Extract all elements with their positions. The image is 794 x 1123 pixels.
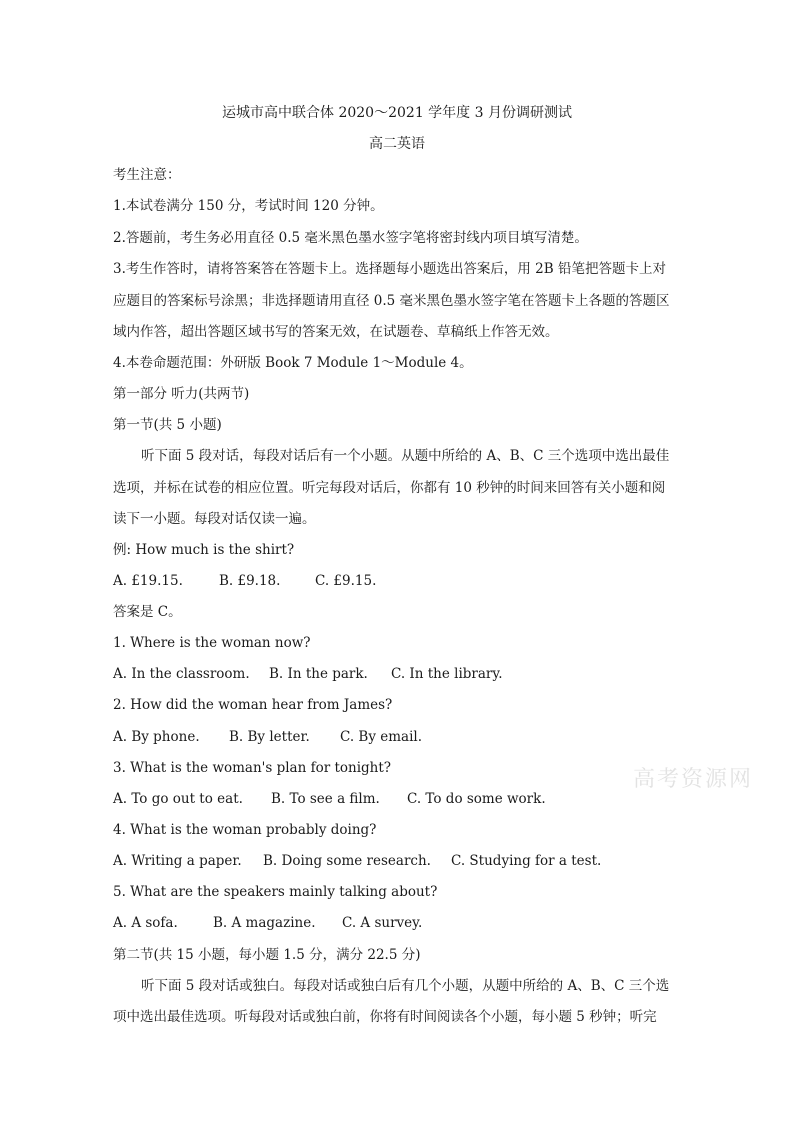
question: 3. What is the woman's plan for tonight? xyxy=(113,760,392,776)
option-b: B. A magazine. xyxy=(213,915,316,931)
option-c: C. A survey. xyxy=(342,915,423,931)
instruction-line: 听下面 5 段对话或独白。每段对话或独白后有几个小题，从题中所给的 A、B、C 三个选 xyxy=(141,978,670,994)
option-c: C. Studying for a test. xyxy=(451,853,602,869)
instruction-line: 选项，并标在试卷的相应位置。听完每段对话后，你都有 10 秒钟的时间来回答有关小题和阅 xyxy=(113,480,666,496)
part-heading: 第一部分 听力(共两节) xyxy=(113,386,250,402)
example-options xyxy=(113,571,733,591)
question: 1. Where is the woman now? xyxy=(113,635,311,651)
option-a: A. To go out to eat. xyxy=(113,791,243,807)
option-c: C. To do some work. xyxy=(407,791,546,807)
option-c: C. By email. xyxy=(340,729,423,745)
question: 2. How did the woman hear from James? xyxy=(113,697,393,713)
notice-item: 域内作答，超出答题区域书写的答案无效，在试题卷、草稿纸上作答无效。 xyxy=(113,324,559,340)
question-options xyxy=(113,664,733,684)
option-b: B. In the park. xyxy=(269,666,368,682)
option-a: A. A sofa. xyxy=(113,915,178,931)
question-options xyxy=(113,727,733,747)
question-options xyxy=(113,851,733,871)
option-a: A. In the classroom. xyxy=(113,666,250,682)
section-heading: 第二节(共 15 小题，每小题 1.5 分，满分 22.5 分) xyxy=(113,947,421,963)
option-c: C. In the library. xyxy=(391,666,503,682)
notice-item: 1.本试卷满分 150 分，考试时间 120 分钟。 xyxy=(113,198,384,214)
option-b: B. To see a film. xyxy=(271,791,380,807)
instruction-line: 听下面 5 段对话，每段对话后有一个小题。从题中所给的 A、B、C 三个选项中选出最佳 xyxy=(141,448,670,464)
example-question: 例: How much is the shirt? xyxy=(113,542,295,558)
option-b: B. By letter. xyxy=(229,729,310,745)
option-a: A. Writing a paper. xyxy=(113,853,242,869)
notice-item: 应题目的答案标号涂黑；非选择题请用直径 0.5 毫米黑色墨水签字笔在答题卡上各题的答题区 xyxy=(113,293,670,309)
question: 4. What is the woman probably doing? xyxy=(113,822,377,838)
notice-item: 4.本卷命题范围：外研版 Book 7 Module 1～Module 4。 xyxy=(113,355,473,371)
question: 5. What are the speakers mainly talking about? xyxy=(113,884,438,900)
example-answer: 答案是 C。 xyxy=(113,604,182,620)
option-a: A. By phone. xyxy=(113,729,200,745)
notice-item: 2.答题前，考生务必用直径 0.5 毫米黑色墨水签字笔将密封线内项目填写清楚。 xyxy=(113,230,588,246)
option-b: B. £9.18. xyxy=(219,573,281,589)
option-b: B. Doing some research. xyxy=(263,853,431,869)
question-options xyxy=(113,913,733,933)
notice-heading: 考生注意： xyxy=(113,167,181,183)
option-c: C. £9.15. xyxy=(315,573,377,589)
notice-item: 3.考生作答时，请将答案答在答题卡上。选择题每小题选出答案后，用 2B 铅笔把答题卡上对 xyxy=(113,261,666,277)
section-heading: 第一节(共 5 小题) xyxy=(113,417,222,433)
option-a: A. £19.15. xyxy=(113,573,183,589)
instruction-line: 读下一小题。每段对话仅读一遍。 xyxy=(113,511,316,527)
exam-title: 运城市高中联合体 2020～2021 学年度 3 月份调研测试 xyxy=(222,105,572,121)
watermark: 高考资源网 xyxy=(633,767,754,792)
exam-subtitle: 高二英语 xyxy=(369,136,425,152)
instruction-line: 项中选出最佳选项。听每段对话或独白前，你将有时间阅读各个小题，每小题 5 秒钟；听完 xyxy=(113,1009,657,1025)
